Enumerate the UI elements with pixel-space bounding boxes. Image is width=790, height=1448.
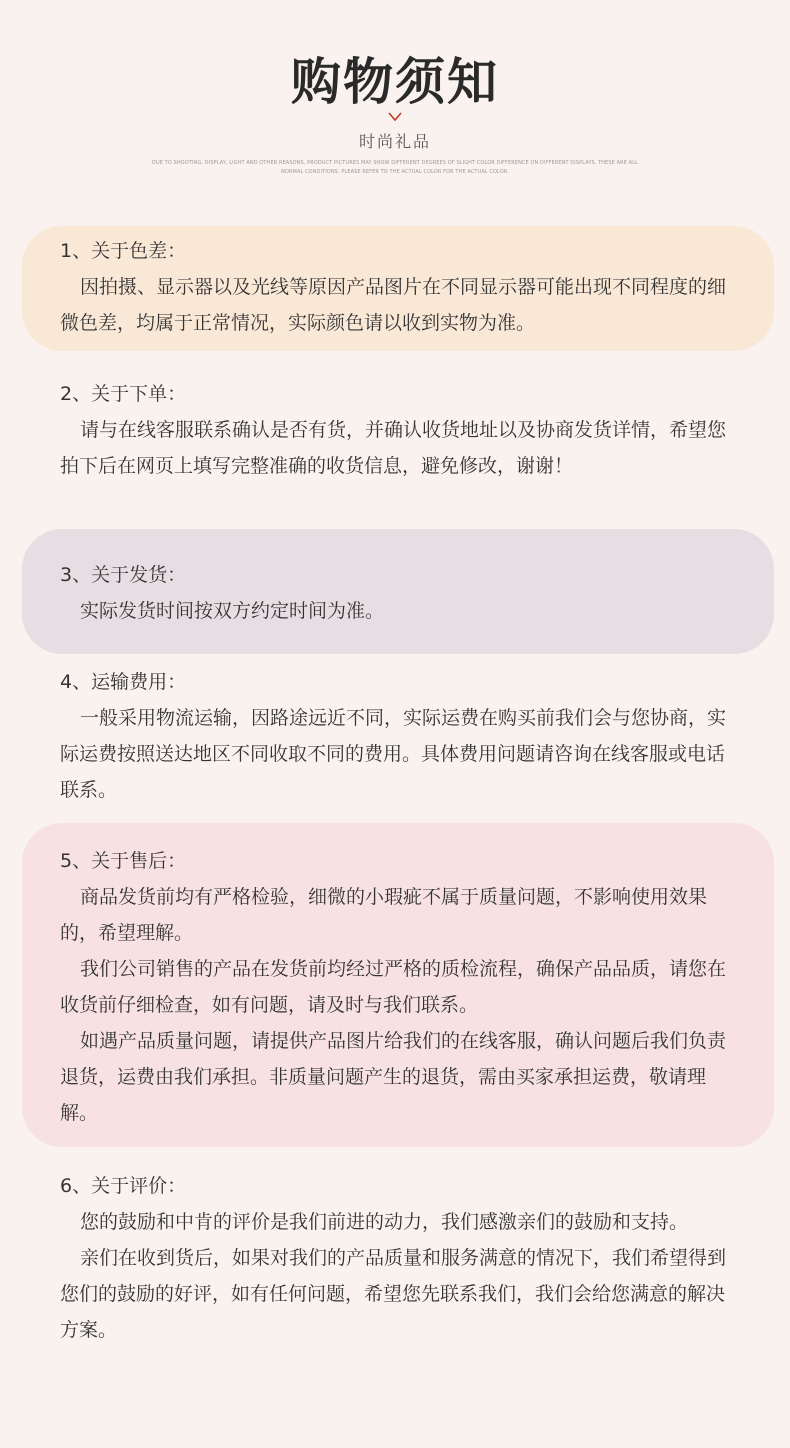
chevron-down-icon [388, 112, 402, 122]
section-after-sales [22, 823, 774, 1147]
section-paragraph: 如遇产品质量问题，请提供产品图片给我们的在线客服，确认问题后我们负责退货，运费由我们承担。非质量问题产生的退货，需由买家承担运费，敬请理解。 [60, 1030, 727, 1124]
page-title: 购物须知 [291, 53, 499, 111]
page-subtitle: 时尚礼品 [358, 132, 431, 151]
section-shipping [22, 529, 774, 654]
section-paragraph: 实际发货时间按双方约定时间为准。 [80, 600, 385, 622]
section-shipping-fees [22, 654, 774, 814]
section-paragraph: 一般采用物流运输，因路途远近不同，实际运费在购买前我们会与您协商，实际运费按照送达地区不同收取不同的费用。具体费用问题请咨询在线客服或电话联系。 [60, 707, 727, 801]
section-paragraph: 您的鼓励和中肯的评价是我们前进的动力，我们感激亲们的鼓励和支持。 [80, 1211, 689, 1233]
section-paragraph: 我们公司销售的产品在发货前均经过严格的质检流程，确保产品品质，请您在收货前仔细检查，如有问题，请及时与我们联系。 [60, 958, 727, 1016]
section-heading: 6、关于评价： [60, 1175, 187, 1197]
section-ordering [22, 366, 774, 516]
section-heading: 5、关于售后： [60, 850, 187, 872]
header [0, 0, 790, 200]
section-paragraph: 商品发货前均有严格检验，细微的小瑕疵不属于质量问题，不影响使用效果的，希望理解。 [60, 886, 708, 944]
section-heading: 3、关于发货： [60, 564, 187, 586]
section-paragraph: 请与在线客服联系确认是否有货，并确认收货地址以及协商发货详情，希望您拍下后在网页上填写完整准确的收货信息，避免修改，谢谢！ [60, 419, 727, 477]
section-heading: 4、运输费用： [60, 671, 187, 693]
section-paragraph: 因拍摄、显示器以及光线等原因产品图片在不同显示器可能出现不同程度的细微色差，均属于正常情况，实际颜色请以收到实物为准。 [60, 276, 727, 334]
section-heading: 2、关于下单： [60, 383, 187, 405]
section-color-difference [22, 226, 774, 351]
section-paragraph: 亲们在收到货后，如果对我们的产品质量和服务满意的情况下，我们希望得到您们的鼓励的好评，如有任何问题，希望您先联系我们，我们会给您满意的解决方案。 [60, 1247, 727, 1341]
section-reviews [22, 1158, 774, 1388]
section-heading: 1、关于色差： [60, 240, 187, 262]
color-disclaimer: DUE TO SHOOTING, DISPLAY, LIGHT AND OTHER REASONS, PRODUCT PICTURES MAY SHOW DIFFERENT DEGREES OF SLIGHT COLOR DIFFERENCE ON DIFFERENT DISPLAYS. THESE ARE ALL NORMAL CONDITIONS. PLEASE REFER TO THE ACTUAL COLOR FOR THE ACTUAL COLOR. [152, 160, 638, 175]
